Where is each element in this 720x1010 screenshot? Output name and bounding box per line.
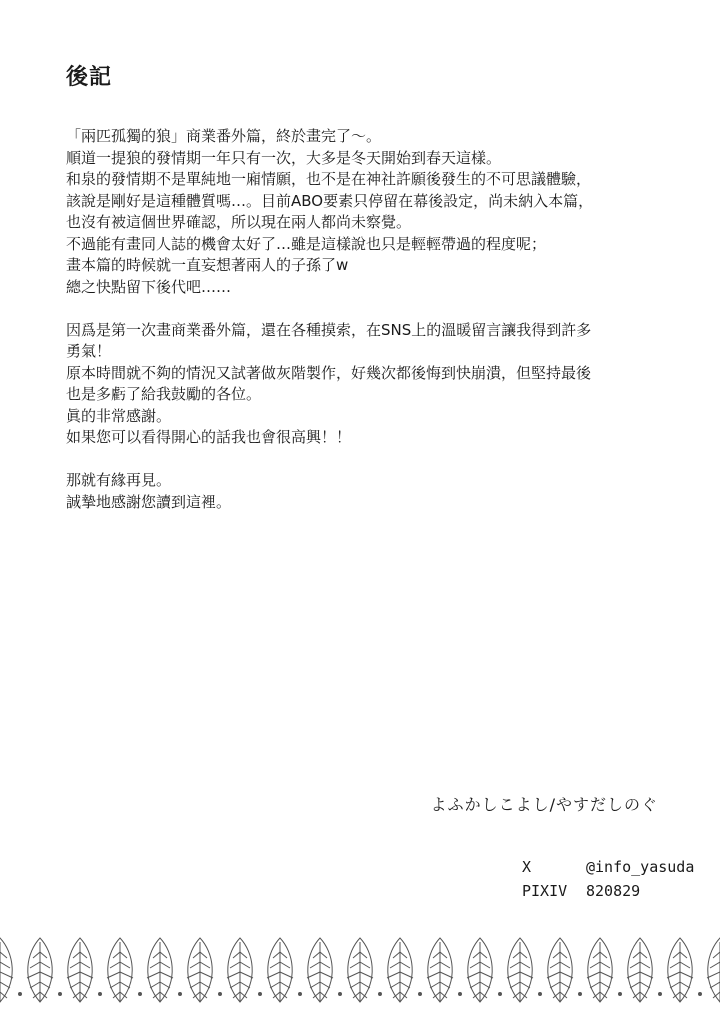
leaf-vein (190, 982, 200, 988)
leaf-vein (550, 982, 560, 988)
border-dot (139, 993, 142, 996)
leaf-border-decoration (0, 928, 720, 1008)
leaf-vein (600, 982, 610, 988)
leaf-vein (480, 962, 490, 968)
leaf-vein (280, 982, 290, 988)
text-line: 該說是剛好是這種體質嗎…。目前ABO要素只停留在幕後設定，尚未納入本篇， (66, 191, 594, 210)
border-dot (499, 993, 502, 996)
leaf-vein (270, 962, 280, 968)
leaf-vein (587, 972, 600, 978)
leaf-vein (600, 962, 610, 968)
text-line: 也是多虧了給我鼓勵的各位。 (66, 385, 262, 403)
border-dot (339, 993, 342, 996)
leaf-vein (520, 982, 530, 988)
leaf-vein (640, 962, 650, 968)
leaf-vein (70, 962, 80, 968)
leaf-vein (280, 962, 290, 968)
leaf-vein (707, 972, 720, 978)
leaf-vein (350, 982, 360, 988)
leaf-vein (40, 962, 50, 968)
text-line: 畫本篇的時候就一直妄想著兩人的子孫了w (66, 256, 349, 274)
leaf-vein (440, 972, 453, 978)
leaf-vein (433, 952, 440, 958)
leaf-vein (520, 962, 530, 968)
leaf-vein (80, 982, 90, 988)
leaf-vein (520, 972, 533, 978)
contact-info (522, 855, 694, 903)
leaf-vein (120, 962, 130, 968)
leaf-vein (270, 982, 280, 988)
leaf-vein (80, 952, 87, 958)
leaf-vein (200, 952, 207, 958)
leaf-vein (627, 972, 640, 978)
text-line: 勇氣！ (66, 342, 112, 360)
leaf-vein (27, 972, 40, 978)
border-dot (699, 993, 702, 996)
leaf-vein (0, 962, 10, 968)
leaf-vein (480, 972, 493, 978)
leaf-shape (0, 938, 12, 1002)
leaf-vein (560, 962, 570, 968)
leaf-vein (473, 952, 480, 958)
leaf-vein (393, 952, 400, 958)
border-dot (299, 993, 302, 996)
leaf-vein (280, 952, 287, 958)
leaf-vein (600, 952, 607, 958)
leaf-vein (400, 962, 410, 968)
paragraph-3 (66, 470, 676, 513)
leaf-vein (160, 982, 170, 988)
leaf-vein (120, 982, 130, 988)
leaf-vein (230, 982, 240, 988)
leaf-vein (40, 972, 53, 978)
leaf-vein (710, 982, 720, 988)
leaf-vein (360, 952, 367, 958)
leaf-vein (273, 952, 280, 958)
leaf-vein (67, 972, 80, 978)
leaf-vein (400, 972, 413, 978)
paragraph-1 (66, 126, 676, 298)
text-line: 如果您可以看得開心的話我也會很高興！！ (66, 428, 352, 446)
leaf-vein (240, 982, 250, 988)
leaf-vein (390, 982, 400, 988)
leaf-vein (200, 982, 210, 988)
leaf-vein (387, 972, 400, 978)
leaf-vein (0, 982, 10, 988)
leaf-vein (593, 952, 600, 958)
contact-pixiv (522, 879, 694, 903)
leaf-vein (680, 982, 690, 988)
leaf-vein (160, 952, 167, 958)
leaf-vein (470, 962, 480, 968)
border-dot (59, 993, 62, 996)
paragraph-2 (66, 320, 676, 449)
text-line: 誠摯地感謝您讀到這裡。 (66, 492, 232, 511)
leaf-vein (427, 972, 440, 978)
border-dot (259, 993, 262, 996)
contact-value: @info_yasuda (586, 858, 695, 876)
leaf-vein (153, 952, 160, 958)
page-title: 後記 (66, 65, 113, 90)
leaf-vein (400, 982, 410, 988)
leaf-vein (240, 952, 247, 958)
leaf-vein (680, 952, 687, 958)
border-dot (659, 993, 662, 996)
leaf-vein (230, 962, 240, 968)
border-dot (379, 993, 382, 996)
leaf-vein (673, 952, 680, 958)
leaf-vein (280, 972, 293, 978)
leaf-vein (150, 962, 160, 968)
leaf-vein (307, 972, 320, 978)
leaf-vein (350, 962, 360, 968)
leaf-vein (710, 962, 720, 968)
leaf-vein (560, 972, 573, 978)
leaf-vein (200, 972, 213, 978)
border-dot (219, 993, 222, 996)
leaf-vein (0, 952, 7, 958)
leaf-vein (80, 962, 90, 968)
leaf-vein (430, 982, 440, 988)
text-line: 總之快點留下後代吧…… (66, 277, 232, 296)
afterword-body (66, 126, 676, 535)
leaf-vein (150, 982, 160, 988)
border-dot (579, 993, 582, 996)
leaf-vein (670, 962, 680, 968)
contact-label: X (522, 858, 532, 876)
leaf-vein (680, 972, 693, 978)
leaf-vein (267, 972, 280, 978)
leaf-vein (633, 952, 640, 958)
leaf-vein (200, 962, 210, 968)
leaf-vein (310, 982, 320, 988)
contact-x (522, 855, 694, 879)
leaf-vein (113, 952, 120, 958)
leaf-vein (670, 982, 680, 988)
leaf-vein (120, 952, 127, 958)
text-line: 「兩匹孤獨的狼」商業番外篇，終於畫完了～。 (66, 127, 382, 145)
leaf-vein (40, 982, 50, 988)
leaf-vein (590, 962, 600, 968)
leaf-vein (480, 952, 487, 958)
leaf-vein (630, 962, 640, 968)
leaf-vein (440, 962, 450, 968)
leaf-vein (553, 952, 560, 958)
border-dot (179, 993, 182, 996)
leaf-vein (360, 962, 370, 968)
border-dot (19, 993, 22, 996)
leaf-vein (547, 972, 560, 978)
leaf-vein (110, 962, 120, 968)
text-line: 也沒有被這個世界確認，所以現在兩人都尚未察覺。 (66, 213, 412, 231)
leaf-vein (470, 982, 480, 988)
leaf-vein (510, 962, 520, 968)
leaf-vein (160, 962, 170, 968)
text-line: 不過能有畫同人誌的機會太好了…雖是這樣說也只是輕輕帶過的程度呢； (66, 234, 547, 253)
leaf-vein (360, 982, 370, 988)
leaf-vein (320, 952, 327, 958)
author-signature: よふかしこよし/やすだしのぐ (430, 795, 658, 814)
leaf-vein (147, 972, 160, 978)
leaf-vein (513, 952, 520, 958)
text-line: 原本時間就不夠的情況又試著做灰階製作，好幾次都後悔到快崩潰，但堅持最後 (66, 363, 592, 382)
leaf-vein (320, 972, 333, 978)
text-line: 眞的非常感謝。 (66, 406, 172, 425)
leaf-vein (600, 972, 613, 978)
leaf-vein (353, 952, 360, 958)
leaf-vein (467, 972, 480, 978)
border-dot (539, 993, 542, 996)
leaf-vein (640, 982, 650, 988)
leaf-vein (480, 982, 490, 988)
leaf-vein (0, 972, 13, 978)
leaf-vein (320, 982, 330, 988)
leaf-vein (667, 972, 680, 978)
leaf-vein (80, 972, 93, 978)
leaf-vein (440, 982, 450, 988)
leaf-vein (507, 972, 520, 978)
border-dot (99, 993, 102, 996)
leaf-vein (590, 982, 600, 988)
leaf-vein (190, 962, 200, 968)
leaf-vein (187, 972, 200, 978)
leaf-vein (70, 982, 80, 988)
leaf-vein (227, 972, 240, 978)
leaf-vein (30, 962, 40, 968)
leaf-vein (107, 972, 120, 978)
leaf-vein (510, 982, 520, 988)
leaf-vein (73, 952, 80, 958)
leaf-vein (390, 962, 400, 968)
leaf-vein (560, 952, 567, 958)
contact-label: PIXIV (522, 882, 568, 900)
contact-value: 820829 (586, 882, 641, 900)
leaf-vein (640, 972, 653, 978)
text-line: 和泉的發情期不是單純地一廂情願，也不是在神社許願後發生的不可思議體驗， (66, 170, 592, 188)
leaf-vein (430, 962, 440, 968)
leaf-vein (630, 982, 640, 988)
leaf-vein (347, 972, 360, 978)
text-line: 順道一提狼的發情期一年只有一次，大多是冬天開始到春天這樣。 (66, 148, 502, 167)
leaf-vein (400, 952, 407, 958)
leaf-vein (520, 952, 527, 958)
leaf-vein (110, 982, 120, 988)
leaf-vein (680, 962, 690, 968)
border-dot (419, 993, 422, 996)
leaf-vein (40, 952, 47, 958)
leaf-shape (708, 938, 720, 1002)
leaf-vein (120, 972, 133, 978)
leaf-vein (33, 952, 40, 958)
text-line: 因爲是第一次畫商業番外篇，還在各種摸索，在SNS上的溫暖留言讓我得到許多 (66, 320, 592, 339)
leaf-vein (440, 952, 447, 958)
border-dot (619, 993, 622, 996)
leaf-vein (313, 952, 320, 958)
leaf-vein (233, 952, 240, 958)
leaf-vein (713, 952, 720, 958)
border-dot (459, 993, 462, 996)
leaf-vein (310, 962, 320, 968)
leaf-vein (240, 972, 253, 978)
leaf-vein (560, 982, 570, 988)
leaf-vein (360, 972, 373, 978)
leaf-vein (30, 982, 40, 988)
leaf-vein (550, 962, 560, 968)
leaf-vein (640, 952, 647, 958)
leaf-vein (160, 972, 173, 978)
text-line: 那就有緣再見。 (66, 471, 172, 489)
leaf-vein (320, 962, 330, 968)
leaf-vein (193, 952, 200, 958)
leaf-vein (240, 962, 250, 968)
